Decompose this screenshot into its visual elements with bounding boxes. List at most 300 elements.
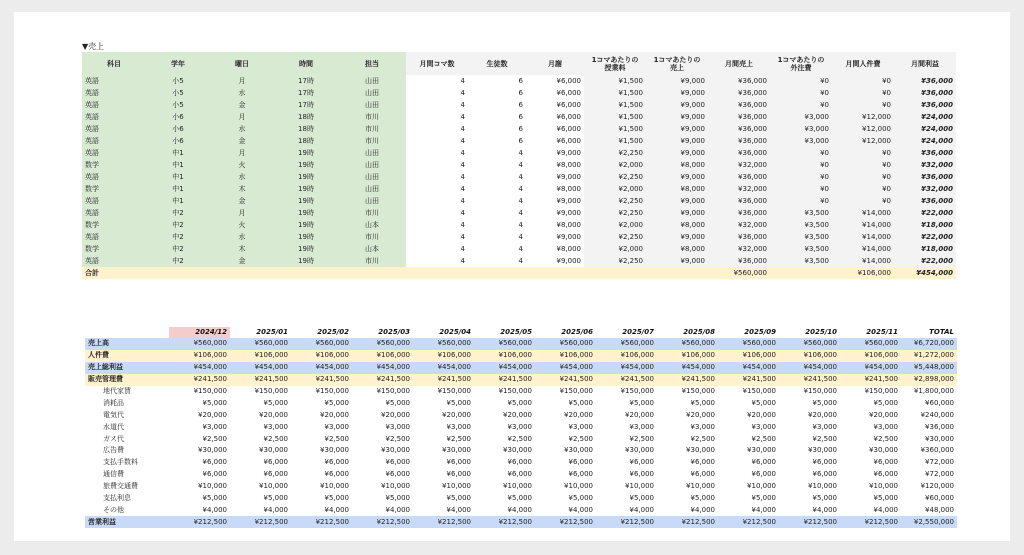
pl-row-label[interactable]: 売上高 — [85, 338, 169, 350]
pl-cell[interactable]: ¥454,000 — [352, 362, 413, 374]
sales-cell[interactable]: ¥6,000 — [526, 135, 584, 147]
sales-cell[interactable]: ¥9,000 — [526, 231, 584, 243]
pl-cell[interactable]: ¥6,000 — [446, 458, 471, 467]
sales-cell[interactable]: ¥32,000 — [894, 183, 956, 195]
pl-cell[interactable]: ¥10,000 — [381, 482, 410, 491]
sales-cell[interactable]: 数学 — [82, 159, 146, 171]
pl-cell[interactable]: ¥3,000 — [568, 422, 593, 431]
pl-cell[interactable]: ¥560,000 — [230, 338, 291, 350]
sales-cell[interactable]: 中1 — [146, 147, 210, 159]
sales-cell[interactable]: ¥2,250 — [584, 195, 646, 207]
sales-col-header[interactable]: 1コマあたりの 売上 — [646, 52, 708, 75]
sales-cell[interactable]: 4 — [406, 147, 468, 159]
sales-cell[interactable]: ¥9,000 — [646, 171, 708, 183]
pl-cell[interactable]: ¥6,000 — [751, 470, 776, 479]
sales-cell[interactable]: 4 — [468, 231, 526, 243]
pl-cell[interactable]: ¥240,000 — [920, 410, 954, 419]
sales-cell[interactable]: ¥2,000 — [584, 159, 646, 171]
sales-cell[interactable]: ¥36,000 — [708, 207, 770, 219]
sales-cell[interactable]: 中2 — [146, 219, 210, 231]
sales-cell[interactable]: ¥8,000 — [646, 159, 708, 171]
pl-cell[interactable]: ¥150,000 — [193, 387, 227, 395]
sales-cell[interactable]: ¥6,000 — [526, 75, 584, 87]
sales-col-header[interactable]: 月間人件費 — [832, 52, 894, 75]
pl-cell[interactable]: ¥30,000 — [442, 446, 471, 455]
pl-cell[interactable]: ¥5,000 — [385, 398, 410, 407]
sales-cell[interactable]: 18時 — [274, 135, 338, 147]
pl-cell[interactable]: ¥10,000 — [259, 482, 288, 491]
sales-cell[interactable]: ¥6,000 — [526, 99, 584, 111]
pl-cell[interactable]: ¥30,000 — [808, 446, 837, 455]
sales-cell[interactable]: 4 — [406, 219, 468, 231]
sales-col-header[interactable]: 担当 — [338, 52, 406, 75]
sales-cell[interactable]: ¥9,000 — [646, 231, 708, 243]
sales-cell[interactable]: ¥2,000 — [584, 243, 646, 255]
pl-cell[interactable]: ¥454,000 — [779, 362, 840, 374]
sales-cell[interactable]: ¥14,000 — [832, 255, 894, 267]
sales-cell[interactable]: 小5 — [146, 87, 210, 99]
sales-cell[interactable]: 水 — [210, 171, 274, 183]
sales-cell[interactable]: ¥36,000 — [708, 87, 770, 99]
sales-cell[interactable]: 山田 — [338, 159, 406, 171]
pl-cell[interactable]: ¥6,000 — [812, 470, 837, 479]
pl-cell[interactable]: ¥30,000 — [869, 446, 898, 455]
sales-cell[interactable]: ¥14,000 — [832, 219, 894, 231]
sales-cell[interactable]: ¥36,000 — [708, 123, 770, 135]
sales-cell[interactable]: ¥8,000 — [526, 243, 584, 255]
pl-cell[interactable]: ¥241,500 — [657, 374, 718, 386]
sales-cell[interactable]: ¥9,000 — [646, 123, 708, 135]
sales-cell[interactable]: 火 — [210, 219, 274, 231]
sales-cell[interactable]: 19時 — [274, 231, 338, 243]
sales-cell[interactable]: 中2 — [146, 243, 210, 255]
sales-cell[interactable]: 17時 — [274, 87, 338, 99]
pl-cell[interactable]: ¥5,000 — [568, 398, 593, 407]
sales-cell[interactable]: 山田 — [338, 195, 406, 207]
pl-cell[interactable]: ¥72,000 — [925, 458, 954, 467]
pl-row-label[interactable]: 消耗品 — [103, 398, 124, 407]
sales-total-empty-cell[interactable] — [468, 267, 526, 279]
sales-cell[interactable]: ¥36,000 — [708, 195, 770, 207]
sales-cell[interactable]: ¥36,000 — [708, 111, 770, 123]
sales-cell[interactable]: 小5 — [146, 99, 210, 111]
pl-cell[interactable]: ¥3,000 — [202, 422, 227, 431]
pl-cell[interactable]: ¥150,000 — [437, 387, 471, 395]
sales-cell[interactable]: ¥2,250 — [584, 207, 646, 219]
pl-cell[interactable]: ¥2,500 — [751, 434, 776, 443]
pl-cell[interactable]: ¥10,000 — [503, 482, 532, 491]
pl-cell[interactable]: ¥6,000 — [202, 470, 227, 479]
pl-row-label[interactable]: 電気代 — [103, 410, 124, 419]
sales-cell[interactable]: ¥1,500 — [584, 99, 646, 111]
sales-cell[interactable]: ¥0 — [832, 195, 894, 207]
pl-cell[interactable]: ¥10,000 — [320, 482, 349, 491]
sales-col-header[interactable]: 曜日 — [210, 52, 274, 75]
pl-cell[interactable]: ¥20,000 — [625, 410, 654, 419]
pl-cell[interactable]: ¥72,000 — [925, 470, 954, 479]
pl-cell[interactable]: ¥10,000 — [625, 482, 654, 491]
sales-cell[interactable]: 中2 — [146, 255, 210, 267]
sales-col-header[interactable]: 月間コマ数 — [406, 52, 468, 75]
pl-cell[interactable]: ¥241,500 — [169, 374, 230, 386]
sales-cell[interactable]: 火 — [210, 159, 274, 171]
sales-cell[interactable]: 19時 — [274, 147, 338, 159]
pl-cell[interactable]: ¥6,000 — [629, 458, 654, 467]
sales-cell[interactable]: 英語 — [82, 135, 146, 147]
pl-cell[interactable]: ¥2,500 — [446, 434, 471, 443]
sales-total-empty-cell[interactable] — [146, 267, 210, 279]
pl-cell[interactable]: ¥5,000 — [751, 494, 776, 503]
sales-cell[interactable]: 6 — [468, 135, 526, 147]
pl-cell[interactable]: ¥6,000 — [385, 470, 410, 479]
sales-cell[interactable]: ¥1,500 — [584, 87, 646, 99]
pl-cell[interactable]: ¥10,000 — [747, 482, 776, 491]
sales-cell[interactable]: 山本 — [338, 243, 406, 255]
sales-cell[interactable]: 小5 — [146, 75, 210, 87]
pl-cell[interactable]: ¥212,500 — [718, 516, 779, 528]
sales-cell[interactable]: 中1 — [146, 183, 210, 195]
pl-cell[interactable]: ¥120,000 — [920, 482, 954, 491]
pl-cell[interactable]: ¥2,500 — [507, 434, 532, 443]
pl-cell[interactable]: ¥560,000 — [840, 338, 901, 350]
pl-cell[interactable]: ¥6,000 — [873, 470, 898, 479]
pl-total-header[interactable]: TOTAL — [901, 327, 957, 338]
sales-cell[interactable]: ¥3,000 — [770, 111, 832, 123]
pl-cell[interactable]: ¥3,000 — [751, 422, 776, 431]
sales-total-empty-cell[interactable] — [406, 267, 468, 279]
sales-cell[interactable]: ¥36,000 — [708, 135, 770, 147]
pl-cell[interactable]: ¥5,000 — [507, 398, 532, 407]
pl-cell[interactable]: ¥241,500 — [535, 374, 596, 386]
sales-cell[interactable]: ¥2,250 — [584, 255, 646, 267]
pl-cell[interactable]: ¥454,000 — [230, 362, 291, 374]
sales-cell[interactable]: 小6 — [146, 135, 210, 147]
sales-cell[interactable]: 4 — [468, 219, 526, 231]
pl-cell[interactable]: ¥4,000 — [507, 505, 532, 514]
sales-cell[interactable]: 19時 — [274, 183, 338, 195]
sales-cell[interactable]: ¥18,000 — [894, 219, 956, 231]
pl-cell[interactable]: ¥20,000 — [503, 410, 532, 419]
sales-cell[interactable]: 4 — [406, 171, 468, 183]
sales-cell[interactable]: 4 — [468, 243, 526, 255]
pl-cell[interactable]: ¥6,000 — [812, 458, 837, 467]
pl-cell[interactable]: ¥212,500 — [840, 516, 901, 528]
sales-cell[interactable]: ¥32,000 — [894, 159, 956, 171]
pl-cell[interactable]: ¥454,000 — [169, 362, 230, 374]
sales-cell[interactable]: 英語 — [82, 123, 146, 135]
sales-cell[interactable]: 山田 — [338, 75, 406, 87]
pl-cell[interactable]: ¥5,000 — [690, 494, 715, 503]
pl-cell[interactable]: ¥6,000 — [446, 470, 471, 479]
pl-cell[interactable]: ¥6,000 — [507, 470, 532, 479]
pl-cell[interactable]: ¥6,000 — [263, 458, 288, 467]
pl-cell[interactable]: ¥30,000 — [320, 446, 349, 455]
pl-cell[interactable]: ¥5,000 — [873, 398, 898, 407]
sales-cell[interactable]: ¥1,500 — [584, 75, 646, 87]
sales-cell[interactable]: ¥9,000 — [526, 147, 584, 159]
sales-cell[interactable]: ¥0 — [770, 87, 832, 99]
pl-cell[interactable]: ¥241,500 — [840, 374, 901, 386]
sales-cell[interactable]: 17時 — [274, 75, 338, 87]
sales-cell[interactable]: ¥36,000 — [894, 171, 956, 183]
pl-cell[interactable]: ¥150,000 — [254, 387, 288, 395]
sales-cell[interactable]: ¥9,000 — [646, 195, 708, 207]
sales-total-empty-cell[interactable] — [274, 267, 338, 279]
pl-cell[interactable]: ¥212,500 — [291, 516, 352, 528]
pl-cell[interactable]: ¥150,000 — [864, 387, 898, 395]
pl-cell[interactable]: ¥4,000 — [324, 505, 349, 514]
sales-cell[interactable]: 4 — [468, 255, 526, 267]
sales-cell[interactable]: ¥0 — [832, 87, 894, 99]
sales-col-header[interactable]: 科目 — [82, 52, 146, 75]
sales-cell[interactable]: 4 — [406, 135, 468, 147]
pl-month-header[interactable]: 2025/02 — [291, 327, 352, 338]
pl-cell[interactable]: ¥2,500 — [202, 434, 227, 443]
pl-month-header[interactable]: 2025/10 — [779, 327, 840, 338]
sales-cell[interactable]: 山田 — [338, 183, 406, 195]
pl-cell[interactable]: ¥2,500 — [629, 434, 654, 443]
pl-row-label[interactable]: 地代家賃 — [103, 387, 131, 395]
pl-cell[interactable]: ¥10,000 — [442, 482, 471, 491]
pl-cell[interactable]: ¥454,000 — [718, 362, 779, 374]
sales-cell[interactable]: 4 — [406, 255, 468, 267]
pl-cell[interactable]: ¥2,898,000 — [901, 374, 957, 386]
sales-cell[interactable]: ¥14,000 — [832, 207, 894, 219]
pl-cell[interactable]: ¥212,500 — [596, 516, 657, 528]
sales-cell[interactable]: 山田 — [338, 147, 406, 159]
sales-cell[interactable]: 市川 — [338, 111, 406, 123]
pl-cell[interactable]: ¥5,000 — [812, 398, 837, 407]
sales-cell[interactable]: ¥9,000 — [646, 99, 708, 111]
sales-cell[interactable]: ¥9,000 — [526, 195, 584, 207]
pl-cell[interactable]: ¥106,000 — [657, 350, 718, 362]
pl-row-label[interactable]: 水道代 — [103, 422, 124, 431]
sales-cell[interactable]: 山田 — [338, 171, 406, 183]
sales-cell[interactable]: 英語 — [82, 195, 146, 207]
sales-cell[interactable]: 英語 — [82, 87, 146, 99]
pl-cell[interactable]: ¥6,000 — [385, 458, 410, 467]
pl-cell[interactable]: ¥4,000 — [812, 505, 837, 514]
pl-cell[interactable]: ¥5,000 — [324, 398, 349, 407]
sales-cell[interactable]: ¥22,000 — [894, 255, 956, 267]
pl-cell[interactable]: ¥20,000 — [808, 410, 837, 419]
pl-cell[interactable]: ¥4,000 — [873, 505, 898, 514]
sales-cell[interactable]: 数学 — [82, 219, 146, 231]
sales-cell[interactable]: 4 — [406, 243, 468, 255]
sales-cell[interactable]: ¥12,000 — [832, 135, 894, 147]
sales-cell[interactable]: ¥12,000 — [832, 111, 894, 123]
pl-cell[interactable]: ¥150,000 — [559, 387, 593, 395]
pl-cell[interactable]: ¥2,500 — [690, 434, 715, 443]
sales-cell[interactable]: ¥32,000 — [708, 243, 770, 255]
pl-cell[interactable]: ¥4,000 — [751, 505, 776, 514]
sales-cell[interactable]: ¥0 — [770, 195, 832, 207]
pl-cell[interactable]: ¥4,000 — [263, 505, 288, 514]
pl-cell[interactable]: ¥2,500 — [873, 434, 898, 443]
pl-cell[interactable]: ¥60,000 — [925, 398, 954, 407]
sales-cell[interactable]: ¥1,500 — [584, 111, 646, 123]
pl-cell[interactable]: ¥20,000 — [442, 410, 471, 419]
pl-cell[interactable]: ¥2,550,000 — [901, 516, 957, 528]
pl-row-label[interactable]: 販売管理費 — [85, 374, 169, 386]
pl-cell[interactable]: ¥106,000 — [352, 350, 413, 362]
sales-cell[interactable]: ¥9,000 — [646, 135, 708, 147]
pl-cell[interactable]: ¥30,000 — [625, 446, 654, 455]
sales-cell[interactable]: ¥9,000 — [646, 207, 708, 219]
sales-cell[interactable]: 金 — [210, 195, 274, 207]
pl-cell[interactable]: ¥6,000 — [202, 458, 227, 467]
pl-month-header[interactable]: 2025/03 — [352, 327, 413, 338]
pl-cell[interactable]: ¥2,500 — [812, 434, 837, 443]
sales-cell[interactable]: ¥0 — [832, 183, 894, 195]
pl-cell[interactable]: ¥150,000 — [803, 387, 837, 395]
pl-cell[interactable]: ¥4,000 — [202, 505, 227, 514]
sales-cell[interactable]: 4 — [406, 75, 468, 87]
pl-cell[interactable]: ¥6,000 — [690, 458, 715, 467]
pl-cell[interactable]: ¥3,000 — [385, 422, 410, 431]
sales-total-profit[interactable]: ¥454,000 — [894, 267, 956, 279]
pl-cell[interactable]: ¥5,000 — [507, 494, 532, 503]
sales-cell[interactable]: ¥3,000 — [770, 135, 832, 147]
pl-month-header[interactable]: 2025/06 — [535, 327, 596, 338]
pl-cell[interactable]: ¥3,000 — [690, 422, 715, 431]
pl-cell[interactable]: ¥106,000 — [840, 350, 901, 362]
pl-cell[interactable]: ¥30,000 — [198, 446, 227, 455]
pl-cell[interactable]: ¥3,000 — [446, 422, 471, 431]
pl-cell[interactable]: ¥5,000 — [690, 398, 715, 407]
pl-cell[interactable]: ¥560,000 — [535, 338, 596, 350]
pl-cell[interactable]: ¥150,000 — [742, 387, 776, 395]
sales-cell[interactable]: ¥0 — [832, 147, 894, 159]
sales-cell[interactable]: ¥3,000 — [770, 123, 832, 135]
sales-cell[interactable]: ¥14,000 — [832, 231, 894, 243]
pl-cell[interactable]: ¥5,000 — [629, 398, 654, 407]
sales-cell[interactable]: 6 — [468, 123, 526, 135]
pl-cell[interactable]: ¥560,000 — [413, 338, 474, 350]
sales-cell[interactable]: ¥6,000 — [526, 123, 584, 135]
sales-cell[interactable]: 19時 — [274, 255, 338, 267]
sales-cell[interactable]: ¥0 — [770, 183, 832, 195]
pl-cell[interactable]: ¥6,000 — [568, 458, 593, 467]
sales-cell[interactable]: 中1 — [146, 195, 210, 207]
pl-cell[interactable]: ¥4,000 — [690, 505, 715, 514]
sales-cell[interactable]: ¥36,000 — [708, 99, 770, 111]
sales-cell[interactable]: ¥3,500 — [770, 207, 832, 219]
pl-cell[interactable]: ¥30,000 — [747, 446, 776, 455]
pl-cell[interactable]: ¥241,500 — [596, 374, 657, 386]
pl-cell[interactable]: ¥6,000 — [324, 470, 349, 479]
pl-cell[interactable]: ¥6,000 — [324, 458, 349, 467]
sales-cell[interactable]: 4 — [468, 147, 526, 159]
pl-cell[interactable]: ¥4,000 — [446, 505, 471, 514]
sales-cell[interactable]: ¥8,000 — [526, 159, 584, 171]
pl-cell[interactable]: ¥2,500 — [324, 434, 349, 443]
sales-cell[interactable]: 4 — [468, 207, 526, 219]
sales-col-header[interactable]: 学年 — [146, 52, 210, 75]
pl-cell[interactable]: ¥560,000 — [352, 338, 413, 350]
pl-cell[interactable]: ¥5,000 — [385, 494, 410, 503]
pl-cell[interactable]: ¥454,000 — [657, 362, 718, 374]
pl-cell[interactable]: ¥560,000 — [474, 338, 535, 350]
sales-cell[interactable]: ¥8,000 — [646, 219, 708, 231]
pl-cell[interactable]: ¥1,272,000 — [901, 350, 957, 362]
pl-cell[interactable]: ¥360,000 — [920, 446, 954, 455]
pl-cell[interactable]: ¥454,000 — [291, 362, 352, 374]
sales-cell[interactable]: 18時 — [274, 111, 338, 123]
sales-cell[interactable]: ¥0 — [770, 171, 832, 183]
pl-cell[interactable]: ¥106,000 — [718, 350, 779, 362]
pl-cell[interactable]: ¥5,000 — [629, 494, 654, 503]
sales-cell[interactable]: 金 — [210, 135, 274, 147]
pl-cell[interactable]: ¥212,500 — [535, 516, 596, 528]
sales-cell[interactable]: 小6 — [146, 123, 210, 135]
pl-cell[interactable]: ¥4,000 — [568, 505, 593, 514]
sales-cell[interactable]: ¥8,000 — [526, 219, 584, 231]
pl-cell[interactable]: ¥20,000 — [259, 410, 288, 419]
sales-cell[interactable]: ¥36,000 — [894, 195, 956, 207]
sales-cell[interactable]: ¥36,000 — [708, 255, 770, 267]
sales-total-empty-cell[interactable] — [646, 267, 708, 279]
sales-cell[interactable]: ¥2,000 — [584, 183, 646, 195]
pl-cell[interactable]: ¥20,000 — [564, 410, 593, 419]
pl-cell[interactable]: ¥454,000 — [840, 362, 901, 374]
sales-cell[interactable]: ¥0 — [832, 171, 894, 183]
sales-cell[interactable]: 市川 — [338, 207, 406, 219]
sales-cell[interactable]: ¥6,000 — [526, 111, 584, 123]
sales-total-monthly-sales[interactable]: ¥560,000 — [708, 267, 770, 279]
sales-cell[interactable]: ¥8,000 — [526, 183, 584, 195]
sales-cell[interactable]: ¥36,000 — [708, 75, 770, 87]
sales-cell[interactable]: 水 — [210, 231, 274, 243]
pl-cell[interactable]: ¥20,000 — [320, 410, 349, 419]
sales-total-empty-cell[interactable] — [770, 267, 832, 279]
pl-month-header[interactable]: 2025/05 — [474, 327, 535, 338]
sales-total-empty-cell[interactable] — [210, 267, 274, 279]
pl-cell[interactable]: ¥150,000 — [376, 387, 410, 395]
pl-cell[interactable]: ¥3,000 — [812, 422, 837, 431]
pl-cell[interactable]: ¥106,000 — [474, 350, 535, 362]
pl-cell[interactable]: ¥106,000 — [596, 350, 657, 362]
sales-cell[interactable]: 市川 — [338, 135, 406, 147]
pl-cell[interactable]: ¥150,000 — [315, 387, 349, 395]
sales-cell[interactable]: ¥32,000 — [708, 219, 770, 231]
pl-cell[interactable]: ¥106,000 — [779, 350, 840, 362]
pl-cell[interactable]: ¥30,000 — [564, 446, 593, 455]
pl-cell[interactable]: ¥48,000 — [925, 505, 954, 514]
sales-cell[interactable]: 4 — [406, 183, 468, 195]
sales-cell[interactable]: 4 — [406, 111, 468, 123]
sales-cell[interactable]: 中1 — [146, 171, 210, 183]
sales-cell[interactable]: ¥2,250 — [584, 147, 646, 159]
sales-cell[interactable]: 水 — [210, 87, 274, 99]
sales-cell[interactable]: ¥32,000 — [708, 159, 770, 171]
sales-cell[interactable]: ¥3,500 — [770, 243, 832, 255]
pl-cell[interactable]: ¥6,720,000 — [901, 338, 957, 350]
pl-cell[interactable]: ¥5,000 — [873, 494, 898, 503]
sales-cell[interactable]: 月 — [210, 147, 274, 159]
pl-cell[interactable]: ¥4,000 — [385, 505, 410, 514]
sales-cell[interactable]: 17時 — [274, 99, 338, 111]
sales-cell[interactable]: ¥0 — [832, 99, 894, 111]
sales-cell[interactable]: 木 — [210, 243, 274, 255]
pl-cell[interactable]: ¥1,800,000 — [913, 387, 954, 395]
sales-cell[interactable]: ¥36,000 — [708, 231, 770, 243]
pl-cell[interactable]: ¥212,500 — [474, 516, 535, 528]
sales-cell[interactable]: 19時 — [274, 171, 338, 183]
sales-col-header[interactable]: 月間売上 — [708, 52, 770, 75]
sales-cell[interactable]: ¥0 — [770, 99, 832, 111]
sales-cell[interactable]: ¥3,500 — [770, 219, 832, 231]
